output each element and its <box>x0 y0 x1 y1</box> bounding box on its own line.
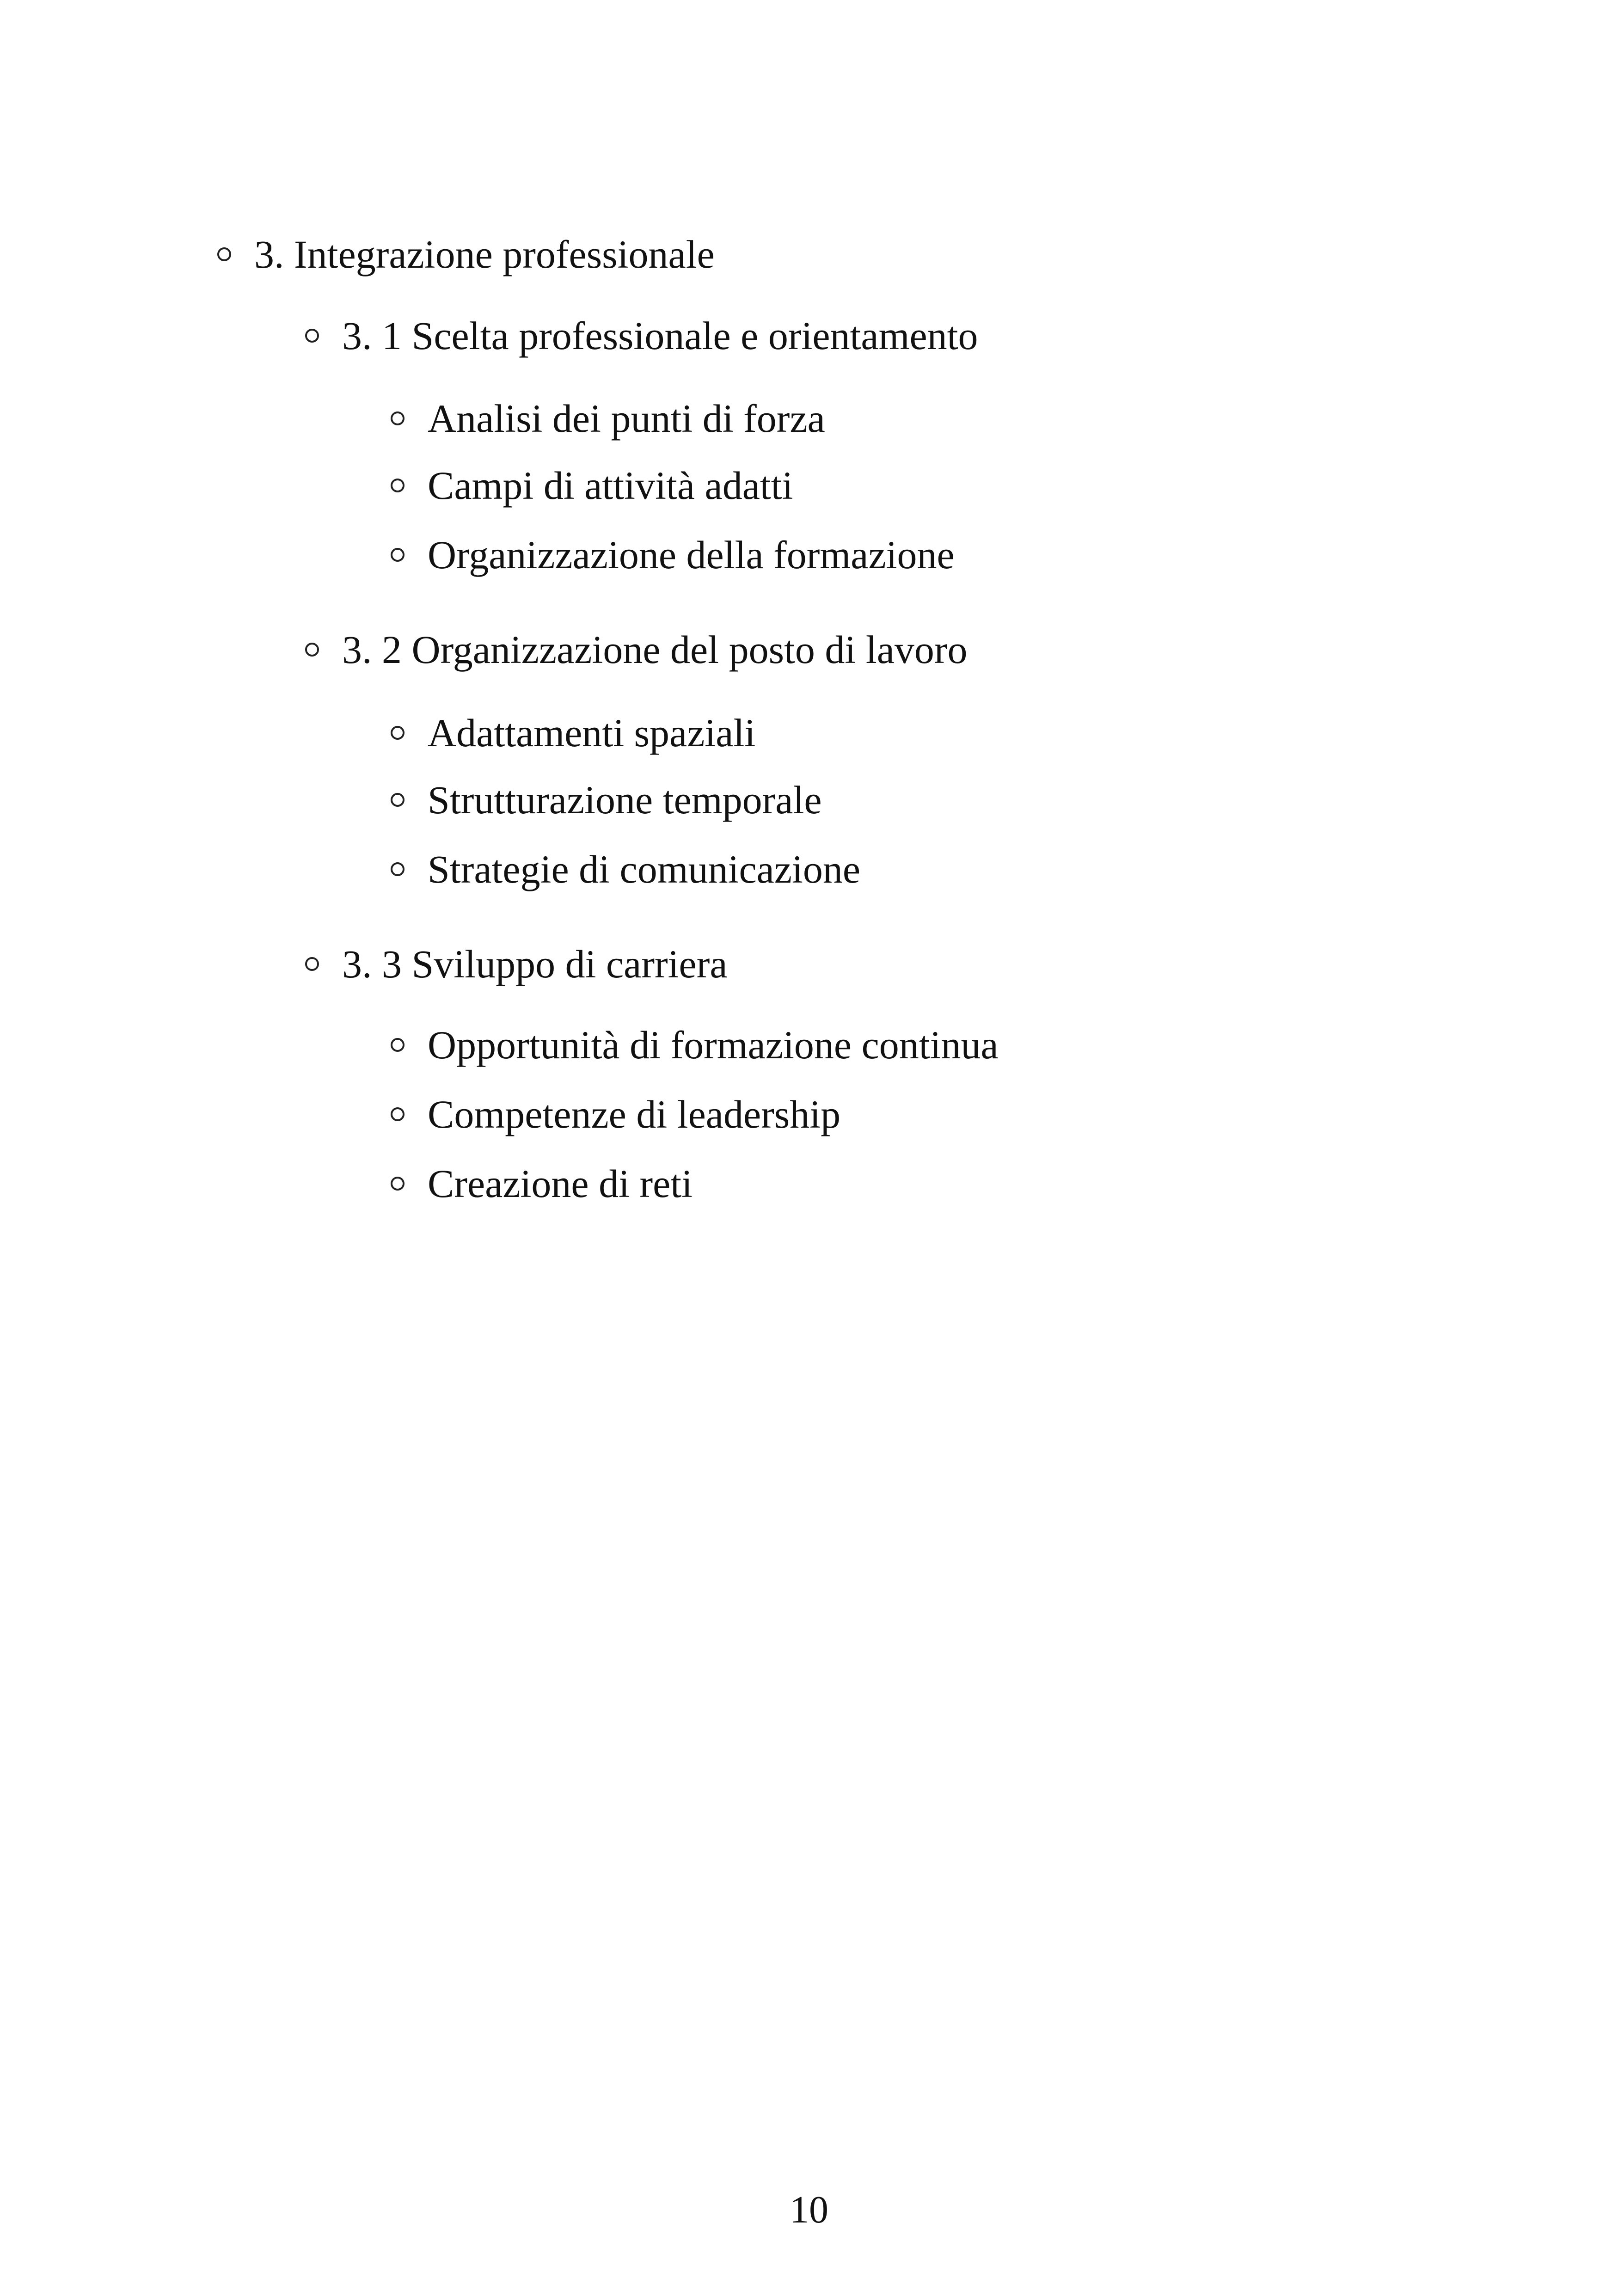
hollow-bullet-icon <box>391 862 404 876</box>
point-label: Analisi dei punti di forza <box>428 396 825 441</box>
point-label: Competenze di leadership <box>428 1092 841 1136</box>
outline-item-point <box>391 396 825 441</box>
hollow-bullet-icon <box>391 726 404 740</box>
point-label: Opportunità di formazione continua <box>428 1023 999 1067</box>
outline-item-point <box>391 1094 840 1134</box>
subsection-title: 3. 1 Scelta professionale e orientamento <box>342 313 978 358</box>
outline-item-section <box>217 234 715 274</box>
outline-item-subsection <box>305 627 968 672</box>
hollow-bullet-icon <box>391 479 404 492</box>
subsection-title: 3. 2 Organizzazione del posto di lavoro <box>342 627 968 672</box>
hollow-bullet-icon <box>391 1038 404 1052</box>
outline-item-point <box>391 713 755 753</box>
hollow-bullet-icon <box>305 643 319 657</box>
outline-item-point <box>391 1025 999 1065</box>
subsection-title: 3. 3 Sviluppo di carriera <box>342 942 728 986</box>
outline-item-point <box>391 849 860 889</box>
page-number: 10 <box>790 2188 828 2231</box>
outline-item-point <box>391 535 955 575</box>
outline-item-subsection <box>305 944 728 984</box>
point-label: Strutturazione temporale <box>428 778 822 822</box>
point-label: Campi di attività adatti <box>428 463 793 508</box>
outline-item-point <box>391 1161 693 1206</box>
hollow-bullet-icon <box>305 957 319 971</box>
point-label: Organizzazione della formazione <box>428 533 955 577</box>
outline-item-point <box>391 463 793 508</box>
point-label: Creazione di reti <box>428 1161 693 1206</box>
outline-item-subsection <box>305 313 978 358</box>
hollow-bullet-icon <box>391 1107 404 1121</box>
hollow-bullet-icon <box>391 411 404 425</box>
hollow-bullet-icon <box>391 793 404 807</box>
point-label: Strategie di comunicazione <box>428 847 861 891</box>
point-label: Adattamenti spaziali <box>428 711 756 755</box>
hollow-bullet-icon <box>305 329 319 343</box>
hollow-bullet-icon <box>217 247 231 261</box>
outline-item-point <box>391 780 822 820</box>
section-title: 3. Integrazione professionale <box>254 232 715 276</box>
hollow-bullet-icon <box>391 548 404 562</box>
hollow-bullet-icon <box>391 1177 404 1191</box>
